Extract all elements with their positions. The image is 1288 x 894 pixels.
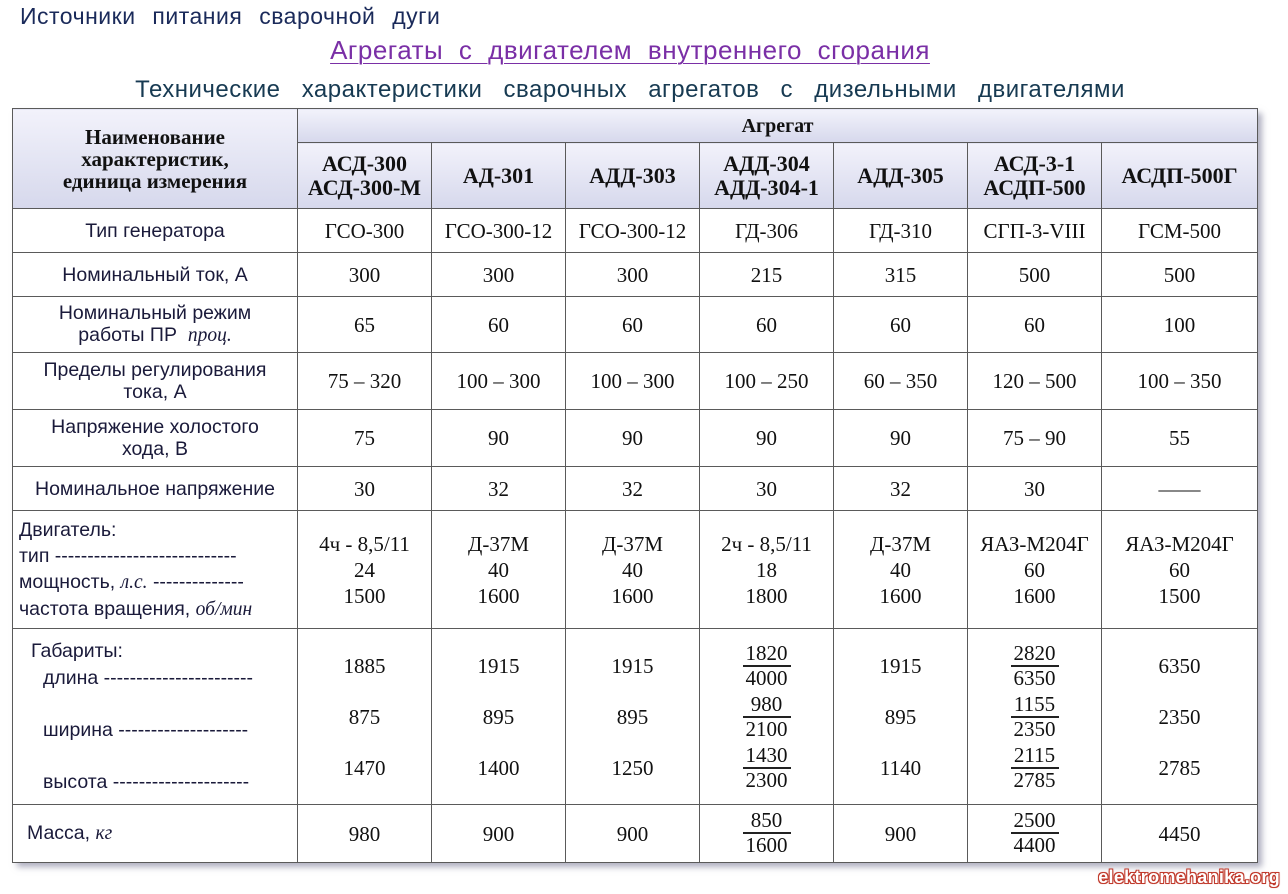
cell-value: —— [1102,467,1258,511]
dimension-height-fraction [743,744,791,792]
characteristic-column-header [13,109,298,209]
engine-type: Д-37М [870,531,931,556]
cell-value: 120 – 500 [968,353,1102,410]
engine-cell [1102,511,1258,629]
engine-power: 40 [488,557,509,582]
dimension-width: 2350 [1158,704,1201,729]
dimension-length: 1915 [611,653,654,678]
row-label-line: работы ПР [78,324,177,346]
cell-value: 100 [1102,297,1258,353]
mass-value: 4450 [1158,821,1201,846]
cell-value: 60 [566,297,700,353]
row-label-line: высота --------------------- [43,770,250,793]
cell-value: ГД-306 [700,209,834,253]
denominator: 2100 [745,716,788,741]
dimensions-cell [298,629,432,805]
cell-value: ГСО-300-12 [432,209,566,253]
cell-value: 60 [834,297,968,353]
mass-cell [700,805,834,863]
engine-type: Д-37М [602,531,663,556]
row-label-mode [13,297,298,353]
name-header-line: характеристик, [81,146,229,171]
engine-cell [834,511,968,629]
engine-type: ЯАЗ-М204Г [980,531,1089,556]
engine-power: 60 [1169,557,1191,582]
row-generator [13,209,1258,253]
row-nominal-voltage [13,467,1258,511]
mass-cell [432,805,566,863]
numerator: 2115 [1011,744,1059,769]
row-label-line: Масса, [27,822,91,844]
cell-value: 32 [834,467,968,511]
engine-power: 60 [1024,557,1045,582]
row-current [13,253,1258,297]
cell-value: 30 [298,467,432,511]
cell-value: 90 [834,410,968,467]
row-label-line: ширина -------------------- [43,718,249,741]
row-engine [13,511,1258,629]
row-label-line: тип ---------------------------- [19,544,237,567]
denominator: 2300 [745,767,788,792]
cell-value: ГСМ-500 [1102,209,1258,253]
model-name-line: АСД-300 [321,150,408,176]
cell-value: 300 [298,253,432,297]
row-label-nominal-voltage: Номинальное напряжение [13,467,298,511]
row-label-current: Номинальный ток, А [13,253,298,297]
engine-power: 24 [354,557,375,582]
dimension-height: 2785 [1158,755,1201,780]
cell-value: 30 [700,467,834,511]
engine-speed: 1600 [879,583,922,608]
cell-value: 65 [298,297,432,353]
engine-type: ЯАЗ-М204Г [1125,531,1234,556]
cell-value: СГП-3-VIII [968,209,1102,253]
model-header [1102,143,1258,209]
dimension-width: 875 [348,704,381,729]
row-label-engine [13,511,298,629]
model-name-line: АДД-305 [857,162,944,188]
mass-value: 900 [884,821,917,846]
engine-type: 4ч - 8,5/11 [319,531,410,556]
cell-value: ГД-310 [834,209,968,253]
row-dimensions [13,629,1258,805]
dimension-height: 1470 [343,755,386,780]
engine-power: 40 [890,557,911,582]
model-header [834,143,968,209]
cell-value: 90 [432,410,566,467]
cell-value: 90 [566,410,700,467]
engine-speed: 1800 [745,583,788,608]
row-idle [13,410,1258,467]
numerator: 2820 [1011,642,1059,667]
watermark: elektromehanika.org [1098,867,1280,887]
row-label-line: Пределы регулирования [43,359,267,381]
mass-value: 900 [482,821,515,846]
cell-value: 100 – 250 [700,353,834,410]
unit-label: л.с. [120,571,148,593]
row-label-line: частота вращения, [19,597,191,620]
numerator: 1155 [1011,693,1059,718]
section-title: Источники питания сварочной дуги [20,3,441,29]
cell-value: 60 [700,297,834,353]
cell-value: 55 [1102,410,1258,467]
unit-label: кг [95,823,113,844]
dimension-width: 895 [884,704,917,729]
model-name-line: АСДП-500 [983,174,1086,200]
spec-table-container [12,108,1257,862]
mass-value: 900 [616,821,649,846]
engine-cell [968,511,1102,629]
cell-value: 100 – 300 [566,353,700,410]
numerator: 1430 [743,744,791,769]
dash-leader: -------------- [152,570,244,593]
cell-value: 300 [566,253,700,297]
dimensions-cell [968,629,1102,805]
row-label-range [13,353,298,410]
model-name-line: АДД-304 [723,150,810,176]
row-range [13,353,1258,410]
model-header [432,143,566,209]
dimension-height: 1250 [611,755,654,780]
row-label-line: Габариты: [31,639,123,662]
cell-value: ГСО-300-12 [566,209,700,253]
dimensions-cell [432,629,566,805]
dimension-width: 895 [482,704,515,729]
mass-cell [834,805,968,863]
engine-speed: 1600 [611,583,654,608]
row-label-mass [13,805,298,863]
cell-value: 60 [968,297,1102,353]
engine-speed: 1500 [343,583,386,608]
row-label-idle [13,410,298,467]
mass-cell [298,805,432,863]
mass-cell [968,805,1102,863]
cell-value: 75 – 320 [298,353,432,410]
model-header [298,143,432,209]
engine-power: 40 [622,557,643,582]
unit-label: проц. [187,325,232,346]
dimensions-cell [566,629,700,805]
engine-type: 2ч - 8,5/11 [721,531,812,556]
denominator: 6350 [1013,665,1056,690]
dimensions-cell [834,629,968,805]
denominator: 4400 [1013,833,1056,857]
numerator: 980 [743,693,791,718]
cell-value: ГСО-300 [298,209,432,253]
model-name-line: АСД-300-М [307,174,422,200]
cell-value: 32 [432,467,566,511]
denominator: 2785 [1013,767,1056,792]
engine-cell [566,511,700,629]
row-label-line: Номинальный режим [58,302,252,324]
cell-value: 60 [432,297,566,353]
cell-value: 90 [700,410,834,467]
row-mode [13,297,1258,353]
row-label-dimensions [13,629,298,805]
dimension-height: 1400 [477,755,520,780]
row-label-line: длина ----------------------- [43,666,254,689]
cell-value: 500 [1102,253,1258,297]
engine-type: Д-37М [468,531,529,556]
row-label-line: Напряжение холостого [51,416,259,438]
dimension-length: 1915 [477,653,520,678]
numerator: 2500 [1011,809,1059,834]
engine-cell [432,511,566,629]
row-mass [13,805,1258,863]
dimension-length-fraction [743,642,791,690]
subsection-title: Агрегаты с двигателем внутреннего сгорания [330,35,930,65]
cell-value: 75 [298,410,432,467]
numerator: 850 [743,809,791,834]
model-name-line: АДД-303 [589,162,676,188]
cell-value: 32 [566,467,700,511]
mass-cell [1102,805,1258,863]
model-name-line: АДД-304-1 [714,174,819,200]
row-label-generator: Тип генератора [13,209,298,253]
table-title: Технические характеристики сварочных агрегатов с дизельными двигателями [135,76,1125,103]
dimension-width-fraction [1011,693,1059,741]
model-header [566,143,700,209]
engine-speed: 1600 [477,583,520,608]
cell-value: 315 [834,253,968,297]
dimension-width-fraction [743,693,791,741]
row-label-line: мощность, [19,570,116,593]
dimension-height: 1140 [879,755,922,780]
cell-value: 75 – 90 [968,410,1102,467]
dimension-length: 6350 [1158,653,1201,678]
dimension-width: 895 [616,704,649,729]
aggregate-header: Агрегат [298,109,1258,143]
dimension-length: 1885 [343,653,386,678]
spec-table [12,108,1258,863]
engine-power: 18 [756,557,777,582]
dimension-length: 1915 [879,653,922,678]
mass-value-fraction [1011,809,1059,857]
cell-value: 60 – 350 [834,353,968,410]
dimension-height-fraction [1011,744,1059,792]
denominator: 4000 [745,665,788,690]
dimensions-cell [1102,629,1258,805]
row-label-line: хода, В [121,438,188,460]
cell-value: 215 [700,253,834,297]
cell-value: 100 – 350 [1102,353,1258,410]
cell-value: 100 – 300 [432,353,566,410]
model-name-line: АСДП-500Г [1121,162,1238,188]
model-header [700,143,834,209]
mass-value-fraction [743,809,791,857]
dimensions-cell [700,629,834,805]
model-name-line: АСД-3-1 [993,150,1076,176]
mass-cell [566,805,700,863]
cell-value: 30 [968,467,1102,511]
model-name-line: АД-301 [462,162,535,188]
model-header [968,143,1102,209]
cell-value: 300 [432,253,566,297]
cell-value: 500 [968,253,1102,297]
numerator: 1820 [743,642,791,667]
name-header-line: единица измерения [62,168,248,193]
unit-label: об/мин [195,598,253,620]
mass-value: 980 [348,821,381,846]
denominator: 1600 [745,833,788,857]
engine-cell [700,511,834,629]
denominator: 2350 [1013,716,1056,741]
name-header-line: Наименование [85,124,225,149]
row-label-line: Двигатель: [19,518,117,541]
engine-speed: 1600 [1013,583,1056,608]
engine-cell [298,511,432,629]
row-label-line: тока, А [123,381,187,403]
engine-speed: 1500 [1158,583,1201,608]
dimension-length-fraction [1011,642,1059,690]
